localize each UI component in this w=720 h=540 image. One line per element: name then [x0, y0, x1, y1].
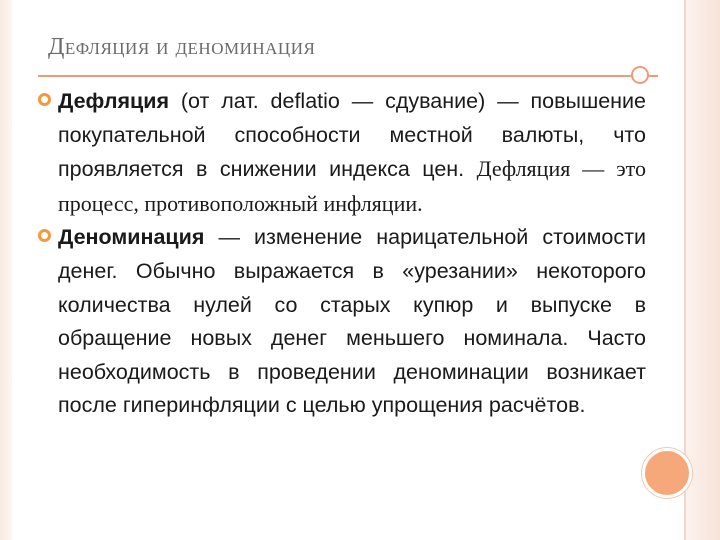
bullet-text: (от лат. deflatio — сдувание) — повышение покупательной способности местной валюты, что проявляется в снижении индекса цен. — [58, 89, 646, 182]
bullet-term: Дефляция — [58, 89, 169, 113]
bullet-ring-icon — [38, 93, 51, 106]
bullet-paragraph — [58, 221, 646, 423]
bullet-item-denomination — [38, 221, 646, 423]
bullet-text-serif: Дефляция — это процесс, противоположный инфляции. — [58, 156, 647, 216]
bullet-term: Деноминация — [58, 225, 205, 250]
bullet-list — [38, 85, 646, 423]
right-decor-band — [686, 0, 720, 540]
bullet-paragraph — [58, 85, 646, 221]
bullet-item-deflation — [38, 85, 646, 221]
slide-title: Дефляция и деноминация — [48, 34, 316, 60]
title-divider-line — [38, 75, 658, 77]
left-decor-band — [0, 0, 12, 540]
bullet-text: — изменение нарицательной стоимости денег. Обычно выражается в «урезании» некоторого количества нулей со старых купюр и выпуске в обращение новых денег меньшего номинала. Часто необходимость в проведении деноминации возникает после гиперинфляции с целью упрощения расчётов. — [58, 225, 646, 418]
bullet-ring-icon — [38, 229, 51, 242]
divider-ring-icon — [631, 66, 649, 84]
decorative-circle — [642, 448, 692, 498]
